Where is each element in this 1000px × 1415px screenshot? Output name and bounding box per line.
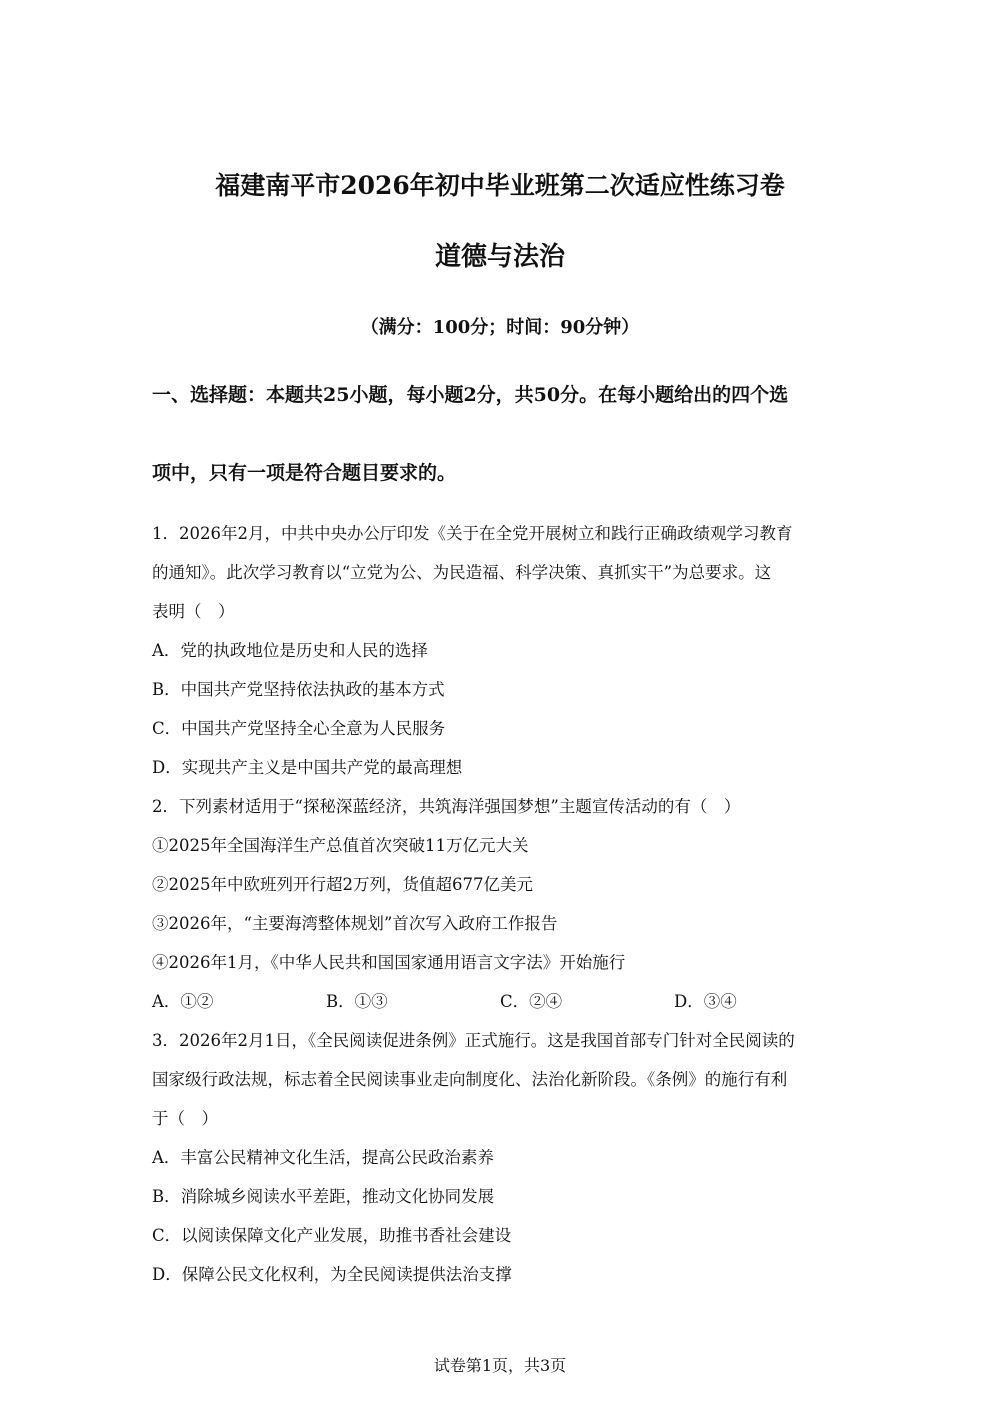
q3-option-a: A．丰富公民精神文化生活，提高公民政治素养 <box>152 1148 494 1167</box>
q1-option-c: C．中国共产党坚持全心全意为人民服务 <box>152 719 446 738</box>
q2-item-4: ④2026年1月，《中华人民共和国国家通用语言文字法》开始施行 <box>152 953 626 972</box>
q2-option-a: A．①② <box>152 992 214 1011</box>
q3-stem-line-3: 于（ ） <box>152 1109 218 1128</box>
q1-option-d: D．实现共产主义是中国共产党的最高理想 <box>152 758 463 777</box>
q2-item-1: ①2025年全国海洋生产总值首次突破11万亿元大关 <box>152 836 529 855</box>
q3-stem-line-1: 3．2026年2月1日，《全民阅读促进条例》正式施行。这是我国首部专门针对全民阅读的 <box>152 1031 795 1050</box>
exam-title: 福建南平市2026年初中毕业班第二次适应性练习卷 <box>215 171 785 200</box>
q2-item-3: ③2026年，“主要海湾整体规划”首次写入政府工作报告 <box>152 914 558 933</box>
q3-option-c: C．以阅读保障文化产业发展，助推书香社会建设 <box>152 1226 512 1245</box>
page-footer: 试卷第1页，共3页 <box>433 1356 567 1375</box>
questions <box>152 514 852 1294</box>
section-heading-line-2: 项中，只有一项是符合题目要求的。 <box>152 462 457 484</box>
exam-subject: 道德与法治 <box>434 242 565 272</box>
q1-stem-line-1: 1．2026年2月，中共中央办公厅印发《关于在全党开展树立和践行正确政绩观学习教育 <box>152 524 793 543</box>
q3-stem-line-2: 国家级行政法规，标志着全民阅读事业走向制度化、法治化新阶段。《条例》的施行有利 <box>152 1070 788 1089</box>
q2-option-d: D．③④ <box>674 992 737 1011</box>
q1-option-b: B．中国共产党坚持依法执政的基本方式 <box>152 680 445 699</box>
q3-option-b: B．消除城乡阅读水平差距，推动文化协同发展 <box>152 1187 495 1206</box>
exam-meta: （满分：100分；时间：90分钟） <box>360 317 640 338</box>
q3-option-d: D．保障公民文化权利，为全民阅读提供法治支撑 <box>152 1265 512 1284</box>
q1-option-a: A．党的执政地位是历史和人民的选择 <box>152 641 428 660</box>
q1-stem-line-3: 表明（ ） <box>152 602 235 621</box>
section-heading-line-1: 一、选择题：本题共25小题，每小题2分，共50分。在每小题给出的四个选 <box>152 384 789 406</box>
q2-options <box>152 982 852 1021</box>
q2-item-2: ②2025年中欧班列开行超2万列，货值超677亿美元 <box>152 875 533 894</box>
q1-stem-line-2: 的通知》。此次学习教育以“立党为公、为民造福、科学决策、真抓实干”为总要求。这 <box>152 563 772 582</box>
q2-stem: 2．下列素材适用于“探秘深蓝经济，共筑海洋强国梦想”主题宣传活动的有（ ） <box>152 797 741 816</box>
q2-option-b: B．①③ <box>326 992 388 1011</box>
q2-option-c: C．②④ <box>500 992 563 1011</box>
